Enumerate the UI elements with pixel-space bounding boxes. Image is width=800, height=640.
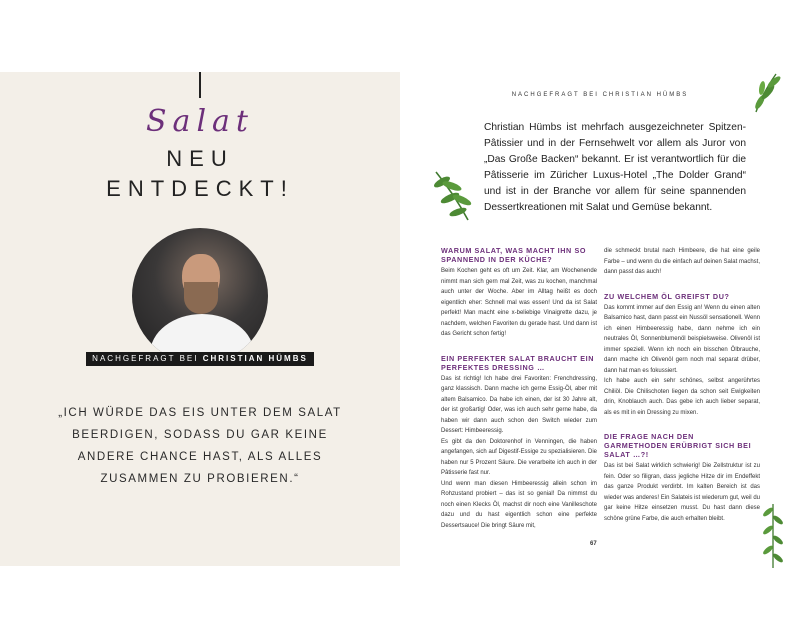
answer-2-part-b: Es gibt da den Doktorenhof in Venningen, die haben angefangen, sich auf Digestif-Essige zu spezialisieren. Die haben nur 5 Prozent Säure. Die verarbeite ich auch in der Pâtisserie fast nur. <box>441 438 597 476</box>
intro-paragraph: Christian Hümbs ist mehrfach ausgezeichneter Spitzen-Pâtissier und in der Fernsehwelt vor allem als Juror von „Das Große Backen“ bekannt. Er ist verantwortlich für die Pâtisserie im Züricher Luxus-Hotel „The Dolder Grand“ und ist in der Branche vor allem für seine spannenden Dessertkreationen mit Salat und Gemüse bekannt. <box>484 122 746 214</box>
pull-quote: „ICH WÜRDE DAS EIS UNTER DEM SALAT BEERDIGEN, SODASS DU GAR KEINE ANDERE CHANCE HAST, ALS ALLES ZUSAMMEN ZU PROBIEREN.“ <box>58 407 342 485</box>
answer-2-part-c: Und wenn man diesen Himbeeressig allein schon im Rohzustand probiert – das ist so genial! Da nimmst du noch einen Klecks Öl, machst dir noch eine Vanilleschote dazu und du hast eigentlich schon eine perfekte Dessertsauce! Die bringt Säure mit, <box>441 480 597 529</box>
column-right <box>604 246 760 524</box>
banner-name: CHRISTIAN HÜMBS <box>202 354 308 363</box>
portrait-beard <box>184 282 218 314</box>
answer-2-part-a: Das ist richtig! Ich habe drei Favoriten: Frenchdressing, ganz klassisch. Dann mache ich gerne Essig-Öl, aber mit altem Balsamico. Da habe ich einen, der ist 30 Jahre alt, der ist großartig! Oder, was ich auch sehr gerne habe, da haben wir dann auch schon den Switch wieder zum Dessert: Himbeeressig. <box>441 375 597 434</box>
question-4: DIE FRAGE NACH DEN GARMETHODEN ERÜBRIGT SICH BEI SALAT …?! <box>604 432 752 459</box>
answer-3-part-b: Ich habe auch ein sehr schönes, selbst angerührtes Chiliöl. Die Chilischoten liegen da schon seit Ewigkeiten drin, Knoblauch auch. Das gebe ich auch lieber separat, als es mit in ein Dressing zu mixen. <box>604 378 760 416</box>
question-3: ZU WELCHEM ÖL GREIFST DU? <box>604 291 730 301</box>
column-left <box>441 246 597 531</box>
name-banner <box>86 352 314 366</box>
question-1: WARUM SALAT, WAS MACHT IHN SO SPANNEND IN DER KÜCHE? <box>441 246 587 264</box>
answer-1: Beim Kochen geht es oft um Zeit. Klar, am Wochenende nimmt man sich gern mal Zeit, was zu kochen, manchmal auch unter der Woche. Aber im Alltag heißt es doch eigentlich eher: Schnell mal was essen! Und da ist Salat perfekt! Man macht eine x-beliebige Vinaigrette dazu, je nachdem, welchen Favoriten du gerade hast. Und dann ist das Gericht schon fertig! <box>441 268 597 337</box>
answer-2-part-d: die schmeckt brutal nach Himbeere, die hat eine geile Farbe – und wenn du die einfach auf deinen Salat machst, dann passt das auch! <box>604 248 760 275</box>
banner-prefix: NACHGEFRAGT BEI <box>92 354 199 363</box>
script-title: Salat <box>146 104 254 139</box>
chef-portrait <box>132 228 268 364</box>
question-2: EIN PERFEKTER SALAT BRAUCHT EIN PERFEKTES DRESSING … <box>441 353 595 372</box>
title-line-2: ENTDECKT! <box>106 176 294 201</box>
herb-sprig-bottom-right-icon <box>758 500 788 568</box>
answer-4: Das ist bei Salat wirklich schwierig! Die Zellstruktur ist zu fein. Oder so filigran, dass jegliche Hitze dir im Endeffekt das ganze Produkt verdirbt. Im kalten Bereich ist das wieder was anderes! Ein Salateis ist wiederum gut, weil du gar keine Hitze einsetzen musst. Du hast dann diese schöne grüne Farbe, die auch erhalten bleibt. <box>604 463 760 522</box>
title-line-1: NEU <box>166 146 234 171</box>
decorative-vertical-line <box>199 72 201 98</box>
answer-3-part-a: Das kommt immer auf den Essig an! Wenn du einen alten Balsamico hast, dann passt ein Nussöl sensationell. Wenn ich einen Himbeeressig habe, dann nehme ich ein neutrales Öl, Sonnenblumenöl beispielsweise. Olivenöl ist immer speziell. Wenn ich noch ein bisschen Ölbrauche, dann mache ich Olivenöl gern noch mal separat drüber, dann hat man es fokussiert. <box>604 304 760 374</box>
page-number: 67 <box>590 541 597 547</box>
herb-sprig-left-icon <box>428 166 478 226</box>
herb-sprig-top-right-icon <box>748 70 782 114</box>
running-head: NACHGEFRAGT BEI CHRISTIAN HÜMBS <box>511 92 689 98</box>
